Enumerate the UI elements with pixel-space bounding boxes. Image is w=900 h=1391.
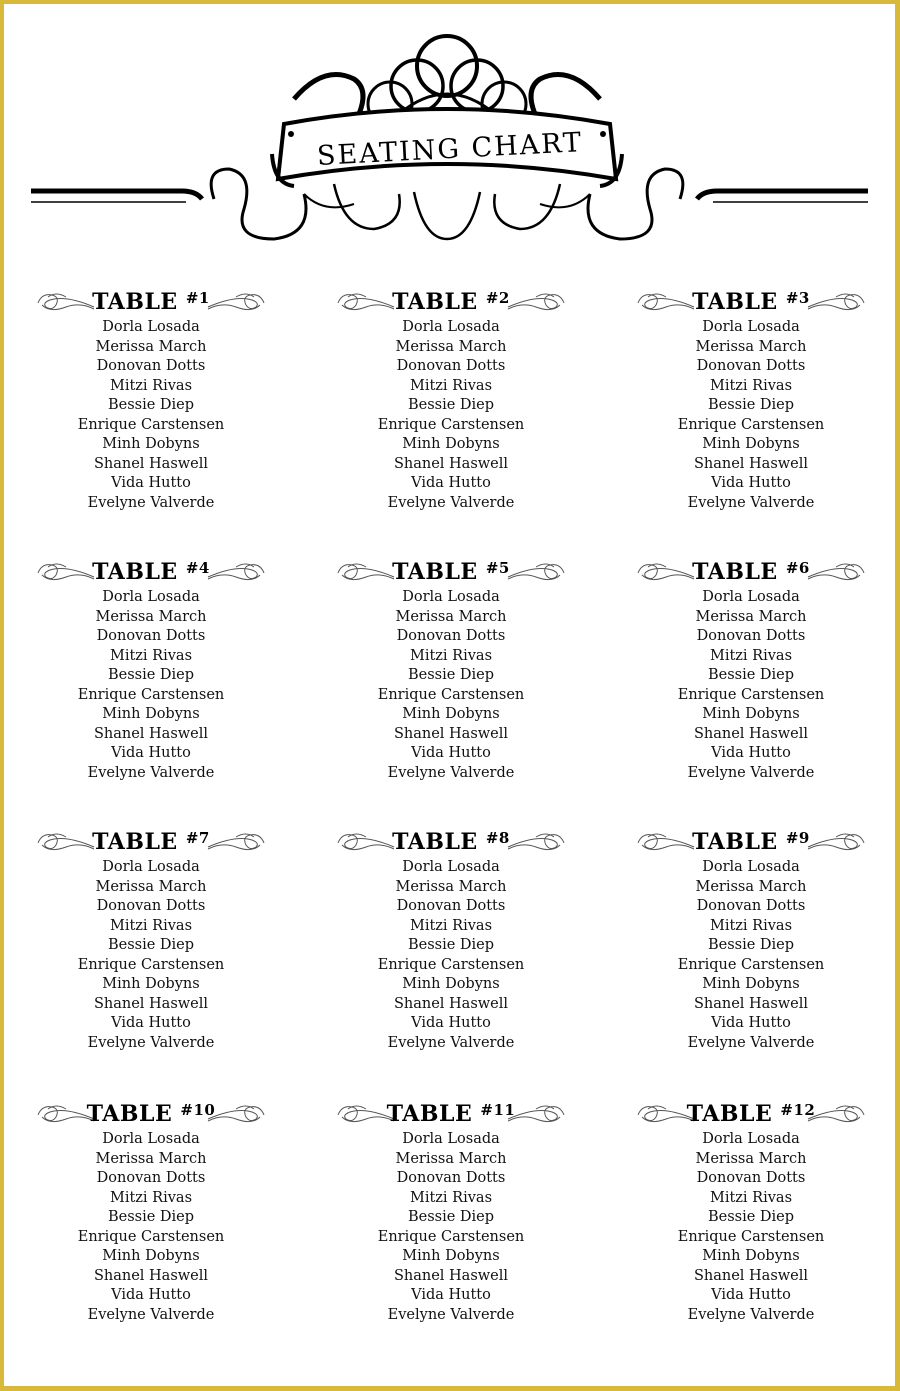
guest-name: Donovan Dotts	[696, 1170, 806, 1186]
flourish-left-icon	[36, 829, 96, 855]
table-label: TABLE	[92, 829, 178, 855]
guest-name: Enrique Carstensen	[77, 956, 225, 973]
table-label: TABLE	[392, 829, 478, 855]
table-number: #5	[485, 559, 510, 577]
table-number: #12	[780, 1101, 816, 1119]
guest-name: Minh Dobyns	[102, 706, 200, 722]
table-block-2	[301, 287, 601, 513]
guest-name: Evelyne Valverde	[687, 1034, 815, 1051]
guest-name: Enrique Carstensen	[377, 1228, 525, 1245]
guest-name: Mitzi Rivas	[709, 917, 793, 934]
table-number: #10	[180, 1101, 216, 1119]
table-block-6	[601, 557, 895, 783]
guest-name: Mitzi Rivas	[709, 647, 793, 664]
table-block-5	[301, 557, 601, 783]
guest-name: Donovan Dotts	[396, 358, 506, 374]
guest-name: Bessie Diep	[407, 937, 495, 953]
guest-name: Evelyne Valverde	[387, 1034, 515, 1051]
table-title	[692, 559, 810, 585]
guest-name: Bessie Diep	[107, 667, 195, 683]
guest-name: Mitzi Rivas	[709, 1189, 793, 1206]
guest-name: Mitzi Rivas	[409, 647, 493, 664]
guest-name: Merissa March	[95, 878, 207, 895]
table-header	[601, 557, 895, 587]
guest-name: Evelyne Valverde	[387, 494, 515, 511]
guest-name: Enrique Carstensen	[377, 416, 525, 433]
table-header	[601, 1099, 895, 1129]
flourish-right-icon	[806, 289, 866, 315]
table-block-8	[301, 827, 601, 1053]
guest-name: Minh Dobyns	[402, 976, 500, 992]
guest-name: Evelyne Valverde	[87, 1034, 215, 1051]
guest-name: Enrique Carstensen	[77, 686, 225, 703]
table-number: #1	[185, 289, 210, 307]
guest-name: Dorla Losada	[402, 859, 500, 875]
guest-name: Dorla Losada	[702, 589, 800, 605]
flourish-right-icon	[806, 829, 866, 855]
guest-name: Enrique Carstensen	[677, 686, 825, 703]
guest-name: Dorla Losada	[102, 1131, 200, 1147]
table-header	[601, 287, 895, 317]
flourish-left-icon	[36, 289, 96, 315]
guest-list	[301, 1130, 601, 1325]
flourish-left-icon	[336, 829, 396, 855]
guest-name: Evelyne Valverde	[87, 1306, 215, 1323]
guest-name: Donovan Dotts	[696, 628, 806, 644]
table-label: TABLE	[386, 1101, 473, 1127]
guest-name: Mitzi Rivas	[409, 1189, 493, 1206]
table-header	[4, 287, 301, 317]
guest-name: Dorla Losada	[702, 859, 800, 875]
guest-name: Minh Dobyns	[402, 1248, 500, 1264]
guest-name: Merissa March	[395, 1150, 507, 1167]
guest-list	[301, 588, 601, 783]
flourish-left-icon	[636, 559, 696, 585]
table-label: TABLE	[392, 559, 478, 585]
guest-name: Minh Dobyns	[102, 976, 200, 992]
guest-list	[4, 588, 301, 783]
guest-name: Vida Hutto	[711, 1015, 791, 1031]
table-number: #6	[785, 559, 810, 577]
guest-name: Donovan Dotts	[396, 628, 506, 644]
guest-name: Shanel Haswell	[393, 455, 509, 472]
guest-name: Vida Hutto	[411, 745, 491, 761]
guest-name: Donovan Dotts	[96, 628, 206, 644]
guest-name: Dorla Losada	[402, 1131, 500, 1147]
guest-name: Mitzi Rivas	[109, 377, 193, 394]
guest-name: Merissa March	[695, 338, 807, 355]
flourish-left-icon	[336, 559, 396, 585]
table-label: TABLE	[692, 829, 778, 855]
flourish-right-icon	[506, 289, 566, 315]
guest-name: Merissa March	[95, 1150, 207, 1167]
guest-list	[301, 858, 601, 1053]
guest-name: Vida Hutto	[711, 1287, 791, 1303]
guest-name: Dorla Losada	[102, 589, 200, 605]
table-label: TABLE	[86, 1101, 173, 1127]
guest-list	[601, 588, 895, 783]
guest-name: Shanel Haswell	[693, 995, 809, 1012]
guest-name: Vida Hutto	[411, 475, 491, 491]
table-block-12	[601, 1099, 895, 1325]
guest-name: Minh Dobyns	[102, 1248, 200, 1264]
table-title	[92, 289, 210, 315]
guest-name: Merissa March	[695, 1150, 807, 1167]
table-title	[392, 289, 510, 315]
guest-name: Minh Dobyns	[702, 1248, 800, 1264]
table-number: #11	[480, 1101, 516, 1119]
table-header	[4, 557, 301, 587]
guest-name: Dorla Losada	[402, 319, 500, 335]
flourish-left-icon	[36, 559, 96, 585]
guest-name: Evelyne Valverde	[87, 764, 215, 781]
table-header	[4, 827, 301, 857]
flourish-right-icon	[206, 829, 266, 855]
guest-name: Merissa March	[695, 608, 807, 625]
table-header	[4, 1099, 301, 1129]
guest-name: Vida Hutto	[111, 1287, 191, 1303]
guest-name: Bessie Diep	[707, 937, 795, 953]
table-block-3	[601, 287, 895, 513]
guest-name: Bessie Diep	[707, 1209, 795, 1225]
flourish-right-icon	[506, 559, 566, 585]
guest-name: Minh Dobyns	[702, 706, 800, 722]
table-number: #9	[785, 829, 810, 847]
guest-list	[301, 318, 601, 513]
table-title	[687, 1101, 816, 1127]
guest-name: Shanel Haswell	[393, 1267, 509, 1284]
guest-name: Enrique Carstensen	[377, 686, 525, 703]
flourish-right-icon	[206, 559, 266, 585]
guest-list	[4, 858, 301, 1053]
table-title	[392, 829, 510, 855]
table-number: #7	[185, 829, 210, 847]
guest-name: Merissa March	[695, 878, 807, 895]
table-block-1	[4, 287, 301, 513]
guest-name: Shanel Haswell	[693, 725, 809, 742]
guest-name: Bessie Diep	[107, 937, 195, 953]
table-title	[392, 559, 510, 585]
guest-name: Shanel Haswell	[693, 1267, 809, 1284]
guest-list	[4, 318, 301, 513]
guest-name: Merissa March	[95, 338, 207, 355]
table-number: #8	[485, 829, 510, 847]
guest-name: Bessie Diep	[407, 667, 495, 683]
guest-name: Enrique Carstensen	[677, 956, 825, 973]
guest-name: Evelyne Valverde	[87, 494, 215, 511]
table-block-11	[301, 1099, 601, 1325]
guest-name: Vida Hutto	[111, 745, 191, 761]
guest-name: Donovan Dotts	[96, 1170, 206, 1186]
table-header	[601, 827, 895, 857]
guest-name: Evelyne Valverde	[687, 494, 815, 511]
guest-name: Shanel Haswell	[93, 1267, 209, 1284]
guest-name: Dorla Losada	[702, 319, 800, 335]
table-header	[301, 1099, 601, 1129]
seating-chart-page	[4, 4, 895, 1386]
guest-name: Shanel Haswell	[393, 995, 509, 1012]
flourish-right-icon	[806, 559, 866, 585]
table-number: #4	[185, 559, 210, 577]
guest-name: Merissa March	[395, 338, 507, 355]
table-title	[692, 829, 810, 855]
table-block-10	[4, 1099, 301, 1325]
guest-name: Enrique Carstensen	[677, 1228, 825, 1245]
table-title	[92, 829, 210, 855]
table-title	[692, 289, 810, 315]
guest-name: Vida Hutto	[111, 1015, 191, 1031]
guest-name: Evelyne Valverde	[687, 764, 815, 781]
guest-name: Evelyne Valverde	[387, 764, 515, 781]
guest-name: Donovan Dotts	[396, 898, 506, 914]
table-label: TABLE	[692, 289, 778, 315]
guest-name: Shanel Haswell	[93, 725, 209, 742]
table-title	[387, 1101, 516, 1127]
guest-list	[601, 1130, 895, 1325]
guest-name: Minh Dobyns	[702, 436, 800, 452]
guest-name: Minh Dobyns	[702, 976, 800, 992]
guest-name: Vida Hutto	[711, 475, 791, 491]
guest-name: Merissa March	[395, 608, 507, 625]
guest-name: Donovan Dotts	[696, 898, 806, 914]
guest-list	[601, 858, 895, 1053]
table-block-7	[4, 827, 301, 1053]
table-header	[301, 557, 601, 587]
guest-name: Dorla Losada	[402, 589, 500, 605]
guest-name: Dorla Losada	[102, 319, 200, 335]
guest-name: Evelyne Valverde	[687, 1306, 815, 1323]
chart-title: SEATING CHART	[316, 127, 584, 172]
guest-name: Shanel Haswell	[93, 995, 209, 1012]
table-label: TABLE	[92, 289, 178, 315]
guest-name: Mitzi Rivas	[109, 647, 193, 664]
guest-name: Minh Dobyns	[102, 436, 200, 452]
guest-name: Vida Hutto	[111, 475, 191, 491]
guest-name: Shanel Haswell	[693, 455, 809, 472]
guest-name: Bessie Diep	[407, 1209, 495, 1225]
guest-name: Minh Dobyns	[402, 706, 500, 722]
guest-name: Mitzi Rivas	[109, 917, 193, 934]
guest-list	[4, 1130, 301, 1325]
header-ornament	[4, 4, 895, 254]
guest-name: Bessie Diep	[707, 667, 795, 683]
table-block-4	[4, 557, 301, 783]
guest-name: Merissa March	[395, 878, 507, 895]
table-label: TABLE	[692, 559, 778, 585]
guest-name: Merissa March	[95, 608, 207, 625]
flourish-right-icon	[506, 829, 566, 855]
table-number: #2	[485, 289, 510, 307]
guest-name: Donovan Dotts	[696, 358, 806, 374]
guest-name: Mitzi Rivas	[709, 377, 793, 394]
guest-name: Vida Hutto	[411, 1287, 491, 1303]
table-header	[301, 827, 601, 857]
guest-name: Enrique Carstensen	[377, 956, 525, 973]
table-header	[301, 287, 601, 317]
guest-name: Donovan Dotts	[96, 898, 206, 914]
guest-list	[601, 318, 895, 513]
flourish-right-icon	[206, 289, 266, 315]
guest-name: Mitzi Rivas	[409, 377, 493, 394]
guest-name: Dorla Losada	[102, 859, 200, 875]
guest-name: Enrique Carstensen	[677, 416, 825, 433]
guest-name: Minh Dobyns	[402, 436, 500, 452]
guest-name: Mitzi Rivas	[409, 917, 493, 934]
table-label: TABLE	[392, 289, 478, 315]
flourish-left-icon	[636, 289, 696, 315]
guest-name: Vida Hutto	[411, 1015, 491, 1031]
header-flourish-icon	[4, 4, 895, 254]
guest-name: Mitzi Rivas	[109, 1189, 193, 1206]
guest-name: Bessie Diep	[407, 397, 495, 413]
flourish-left-icon	[336, 289, 396, 315]
table-block-9	[601, 827, 895, 1053]
guest-name: Shanel Haswell	[393, 725, 509, 742]
table-label: TABLE	[92, 559, 178, 585]
guest-name: Dorla Losada	[702, 1131, 800, 1147]
flourish-left-icon	[636, 829, 696, 855]
table-label: TABLE	[686, 1101, 773, 1127]
guest-name: Evelyne Valverde	[387, 1306, 515, 1323]
guest-name: Bessie Diep	[707, 397, 795, 413]
guest-name: Shanel Haswell	[93, 455, 209, 472]
guest-name: Enrique Carstensen	[77, 416, 225, 433]
guest-name: Bessie Diep	[107, 1209, 195, 1225]
guest-name: Bessie Diep	[107, 397, 195, 413]
guest-name: Vida Hutto	[711, 745, 791, 761]
guest-name: Enrique Carstensen	[77, 1228, 225, 1245]
guest-name: Donovan Dotts	[96, 358, 206, 374]
guest-name: Donovan Dotts	[396, 1170, 506, 1186]
table-title	[87, 1101, 216, 1127]
table-title	[92, 559, 210, 585]
table-number: #3	[785, 289, 810, 307]
